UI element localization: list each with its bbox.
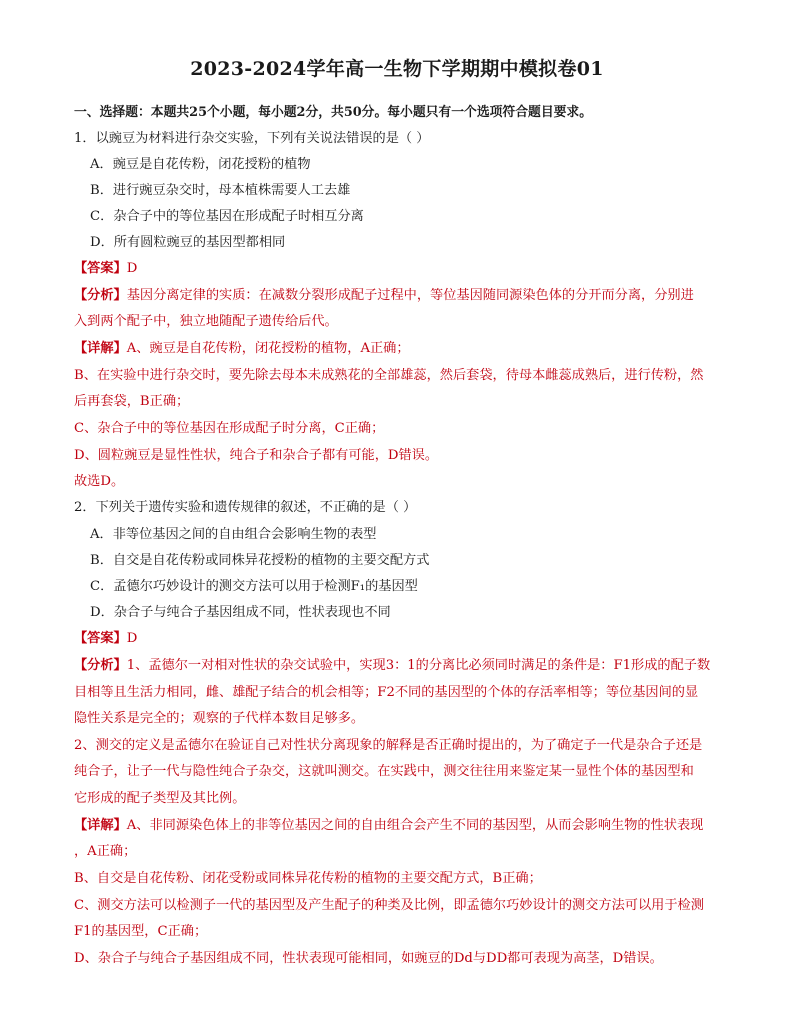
detail-text: B、在实验中进行杂交时，要先除去母本未成熟花的全部雄蕊，然后套袋，待母本雌蕊成熟后，进行传粉，然 [74, 368, 704, 383]
question-1-answer [74, 259, 734, 279]
detail-text: C、杂合子中的等位基因在形成配子时分离，C正确； [74, 421, 385, 436]
question-1-option-c: C．杂合子中的等位基因在形成配子时相互分离 [90, 209, 364, 224]
answer-tag: 【答案】 [74, 631, 127, 646]
detail-text: B、自交是自花传粉、闭花受粉或同株异花传粉的植物的主要交配方式，B正确； [74, 871, 542, 886]
detail-text: F1的基因型，C正确； [74, 924, 208, 939]
question-2-answer [74, 629, 734, 649]
question-2-option-c: C．孟德尔巧妙设计的测交方法可以用于检测F₁的基因型 [90, 579, 418, 594]
question-1-stem: 1．以豌豆为材料进行杂交实验，下列有关说法错误的是（ ） [74, 131, 430, 146]
answer-tag: 【答案】 [74, 261, 127, 276]
detail-text: 后再套袋，B正确； [74, 394, 190, 409]
detail-text: D、圆粒豌豆是显性性状，纯合子和杂合子都有可能，D错误。 [74, 448, 439, 463]
answer-value: D [126, 631, 138, 646]
question-2-analysis [74, 656, 734, 676]
analysis-text: 隐性关系是完全的；观察的子代样本数目足够多。 [74, 711, 365, 726]
section-heading: 一、选择题：本题共25个小题，每小题2分，共50分。每小题只有一个选项符合题目要求。 [74, 105, 593, 120]
detail-text: D、杂合子与纯合子基因组成不同，性状表现可能相同，如豌豆的Dd与DD都可表现为高茎，D错误。 [74, 951, 663, 966]
analysis-text: 2、测交的定义是孟德尔在验证自己对性状分离现象的解释是否正确时提出的，为了确定子一代是杂合子还是 [74, 738, 703, 753]
analysis-tag: 【分析】 [74, 288, 127, 303]
question-1-option-d: D．所有圆粒豌豆的基因型都相同 [90, 235, 286, 250]
question-1-option-b: B．进行豌豆杂交时，母本植株需要人工去雄 [90, 183, 351, 198]
detail-text: A、豌豆是自花传粉，闭花授粉的植物，A正确； [126, 341, 410, 356]
answer-value: D [126, 261, 138, 276]
analysis-text: 基因分离定律的实质：在减数分裂形成配子过程中，等位基因随同源染色体的分开而分离，分别进 [126, 288, 694, 303]
question-2-stem: 2．下列关于遗传实验和遗传规律的叙述，不正确的是（ ） [74, 500, 417, 515]
analysis-text: 1、孟德尔一对相对性状的杂交试验中，实现3：1的分离比必须同时满足的条件是：F1形成的配子数 [126, 658, 711, 673]
question-1-analysis [74, 286, 734, 306]
question-1-detail [74, 339, 734, 359]
analysis-text: 目相等且生活力相同，雌、雄配子结合的机会相等；F2不同的基因型的个体的存活率相等；等位基因间的显 [74, 685, 699, 700]
question-2-option-a: A．非等位基因之间的自由组合会影响生物的表型 [90, 527, 377, 542]
analysis-tag: 【分析】 [74, 658, 127, 673]
detail-tag: 【详解】 [74, 818, 127, 833]
detail-text: ，A正确； [74, 844, 137, 859]
detail-text: C、测交方法可以检测子一代的基因型及产生配子的种类及比例，即孟德尔巧妙设计的测交方法可以用于检测 [74, 898, 704, 913]
detail-text: A、非同源染色体上的非等位基因之间的自由组合会产生不同的基因型，从而会影响生物的性状表现 [126, 818, 704, 833]
analysis-text: 纯合子，让子一代与隐性纯合子杂交，这就叫测交。在实践中，测交往往用来鉴定某一显性个体的基因型和 [74, 764, 694, 779]
page-title: 2023-2024学年高一生物下学期期中模拟卷01 [190, 58, 604, 80]
question-2-option-b: B．自交是自花传粉或同株异花授粉的植物的主要交配方式 [90, 553, 430, 568]
detail-tag: 【详解】 [74, 341, 127, 356]
question-2-detail [74, 816, 734, 836]
question-1-conclusion: 故选D。 [74, 474, 125, 489]
question-2-option-d: D．杂合子与纯合子基因组成不同，性状表现也不同 [90, 605, 391, 620]
question-1-option-a: A．豌豆是自花传粉，闭花授粉的植物 [90, 157, 311, 172]
analysis-text: 它形成的配子类型及其比例。 [74, 791, 246, 806]
analysis-text: 入到两个配子中，独立地随配子遗传给后代。 [74, 314, 338, 329]
